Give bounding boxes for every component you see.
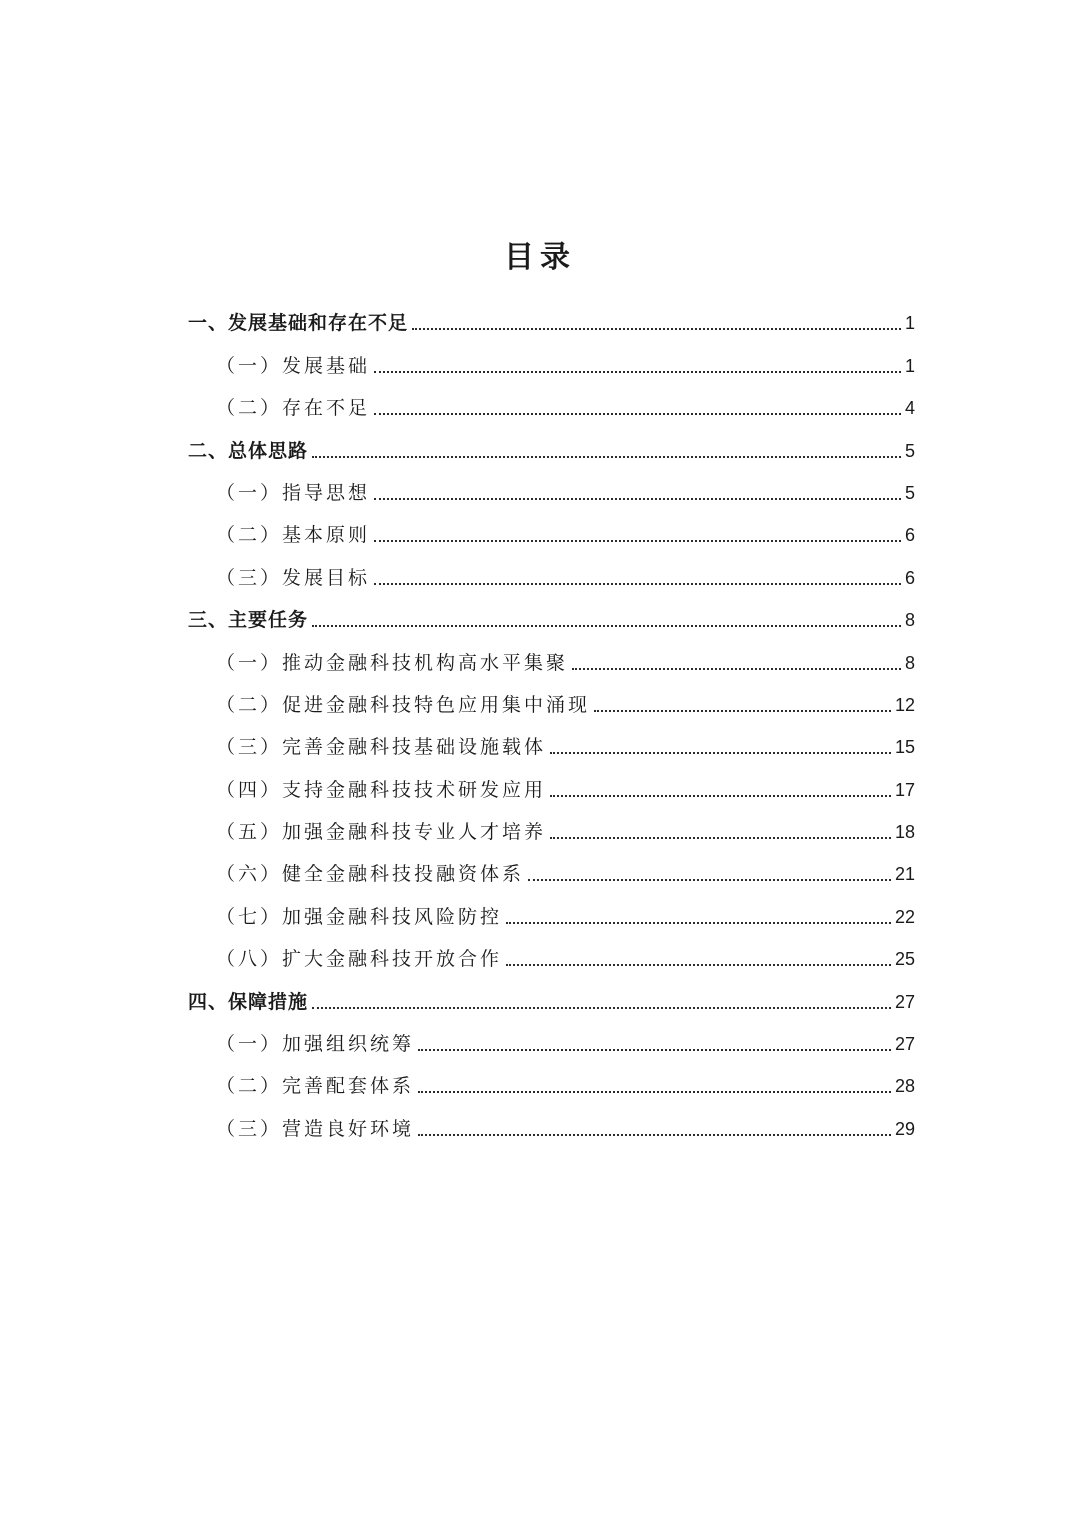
toc-entry[interactable] [188,889,915,931]
toc-page-number: 8 [904,652,915,673]
toc-entry-label: （三）发展目标 [216,566,371,589]
dot-leader [594,710,891,712]
toc-page-number: 4 [904,398,915,419]
dot-leader [550,752,891,754]
toc-entry[interactable] [188,1101,915,1143]
toc-page-number: 6 [904,567,915,588]
toc-entry[interactable] [188,550,915,592]
dot-leader [412,328,901,330]
table-of-contents [188,296,915,1144]
toc-entry-label: （五）加强金融科技专业人才培养 [216,821,547,844]
dot-leader [572,668,901,670]
dot-leader [418,1049,891,1051]
toc-entry[interactable] [188,1059,915,1101]
dot-leader [550,837,891,839]
toc-page-number: 18 [894,822,915,843]
toc-page-number: 27 [894,991,915,1012]
toc-entry[interactable] [188,932,915,974]
toc-entry-label: （二）促进金融科技特色应用集中涌现 [216,693,591,716]
toc-entry[interactable] [188,847,915,889]
toc-entry-label: （四）支持金融科技技术研发应用 [216,778,547,801]
toc-entry-label: （一）发展基础 [216,354,371,377]
toc-page-number: 12 [894,694,915,715]
toc-entry[interactable] [188,762,915,804]
toc-entry-label: （八）扩大金融科技开放合作 [216,948,503,971]
toc-entry-label: （七）加强金融科技风险防控 [216,905,503,928]
toc-entry-label: （三）完善金融科技基础设施载体 [216,736,547,759]
toc-page-number: 5 [904,440,915,461]
toc-entry-label: （二）完善配套体系 [216,1075,415,1098]
page-title: 目录 [504,240,576,275]
toc-entry[interactable] [188,593,915,635]
dot-leader [506,964,891,966]
toc-page-number: 21 [894,864,915,885]
toc-page-number: 8 [904,610,915,631]
toc-page-number: 22 [894,906,915,927]
toc-page-number: 5 [904,482,915,503]
dot-leader [418,1134,891,1136]
toc-entry[interactable] [188,805,915,847]
toc-entry[interactable] [188,678,915,720]
dot-leader [312,1007,891,1009]
toc-page-number: 1 [904,355,915,376]
toc-entry[interactable] [188,381,915,423]
toc-page-number: 25 [894,949,915,970]
toc-entry-label: 二、总体思路 [188,439,309,462]
toc-entry[interactable] [188,635,915,677]
toc-page-number: 27 [894,1034,915,1055]
dot-leader [506,922,891,924]
toc-page-number: 6 [904,525,915,546]
dot-leader [418,1091,891,1093]
dot-leader [374,583,901,585]
dot-leader [374,498,901,500]
toc-page-number: 17 [894,779,915,800]
toc-entry-label: （一）指导思想 [216,481,371,504]
toc-entry[interactable] [188,1017,915,1059]
dot-leader [374,413,901,415]
toc-entry[interactable] [188,423,915,465]
dot-leader [374,371,901,373]
dot-leader [550,795,891,797]
toc-entry-label: 四、保障措施 [188,990,309,1013]
toc-entry-label: （二）基本原则 [216,524,371,547]
toc-entry-label: （六）健全金融科技投融资体系 [216,863,525,886]
toc-page-number: 1 [904,313,915,334]
dot-leader [312,456,901,458]
toc-page-number: 15 [894,737,915,758]
toc-entry-label: 一、发展基础和存在不足 [188,312,409,335]
toc-entry[interactable] [188,466,915,508]
toc-entry-label: 三、主要任务 [188,609,309,632]
toc-page-number: 29 [894,1118,915,1139]
toc-entry-label: （二）存在不足 [216,397,371,420]
toc-entry[interactable] [188,508,915,550]
dot-leader [312,625,901,627]
dot-leader [374,540,901,542]
toc-entry[interactable] [188,720,915,762]
dot-leader [528,879,891,881]
toc-page-number: 28 [894,1076,915,1097]
toc-entry-label: （一）推动金融科技机构高水平集聚 [216,651,569,674]
toc-entry-label: （三）营造良好环境 [216,1117,415,1140]
toc-entry[interactable] [188,296,915,338]
toc-entry[interactable] [188,974,915,1016]
toc-entry-label: （一）加强组织统筹 [216,1033,415,1056]
toc-entry[interactable] [188,338,915,380]
